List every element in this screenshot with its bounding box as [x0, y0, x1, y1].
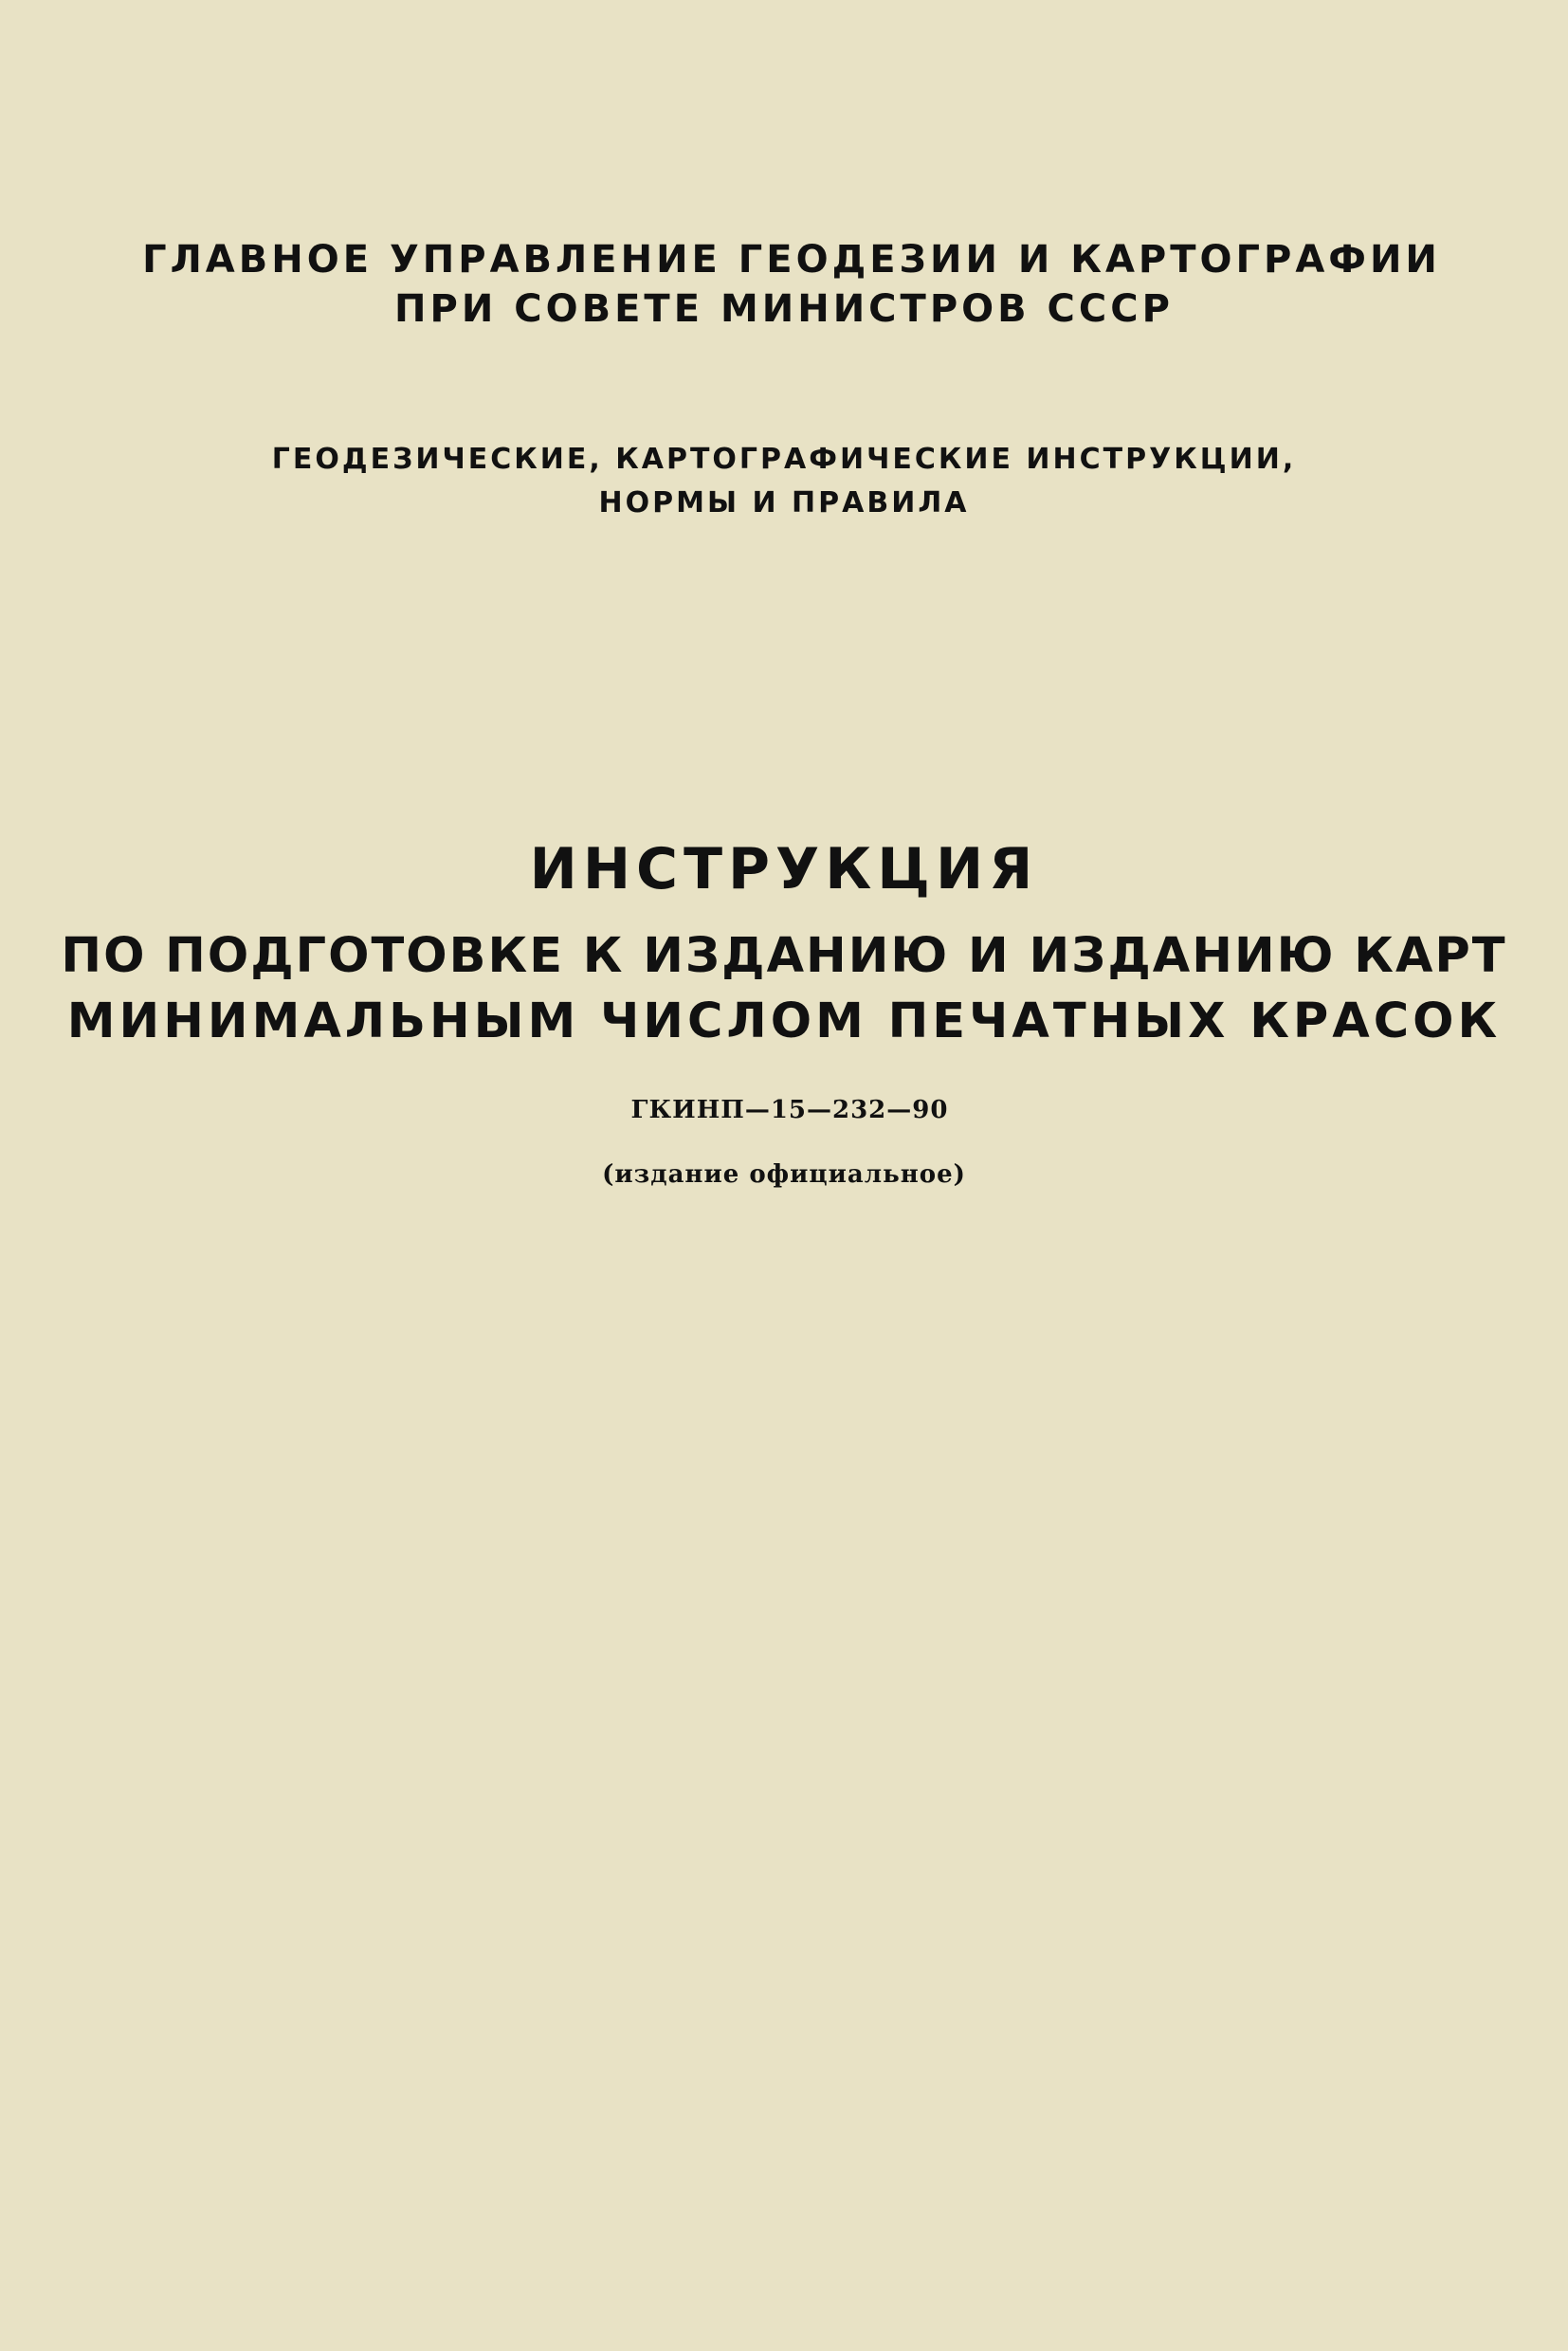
document-code: ГКИНП—15—232—90 — [630, 1096, 949, 1124]
document-subtitle-line-1: ПО ПОДГОТОВКЕ К ИЗДАНИЮ И ИЗДАНИЮ КАРТ — [61, 928, 1507, 984]
authority-line-2: ПРИ СОВЕТЕ МИНИСТРОВ СССР — [394, 287, 1174, 331]
series-line-1: ГЕОДЕЗИЧЕСКИЕ, КАРТОГРАФИЧЕСКИЕ ИНСТРУКЦИИ, — [271, 443, 1297, 476]
document-title: ИНСТРУКЦИЯ — [529, 836, 1039, 902]
series-line-2: НОРМЫ И ПРАВИЛА — [598, 486, 970, 519]
authority-line-1: ГЛАВНОЕ УПРАВЛЕНИЕ ГЕОДЕЗИИ И КАРТОГРАФИИ — [142, 238, 1441, 282]
edition-note: (издание официальное) — [602, 1160, 966, 1189]
document-subtitle-line-2: МИНИМАЛЬНЫМ ЧИСЛОМ ПЕЧАТНЫХ КРАСОК — [66, 993, 1502, 1049]
